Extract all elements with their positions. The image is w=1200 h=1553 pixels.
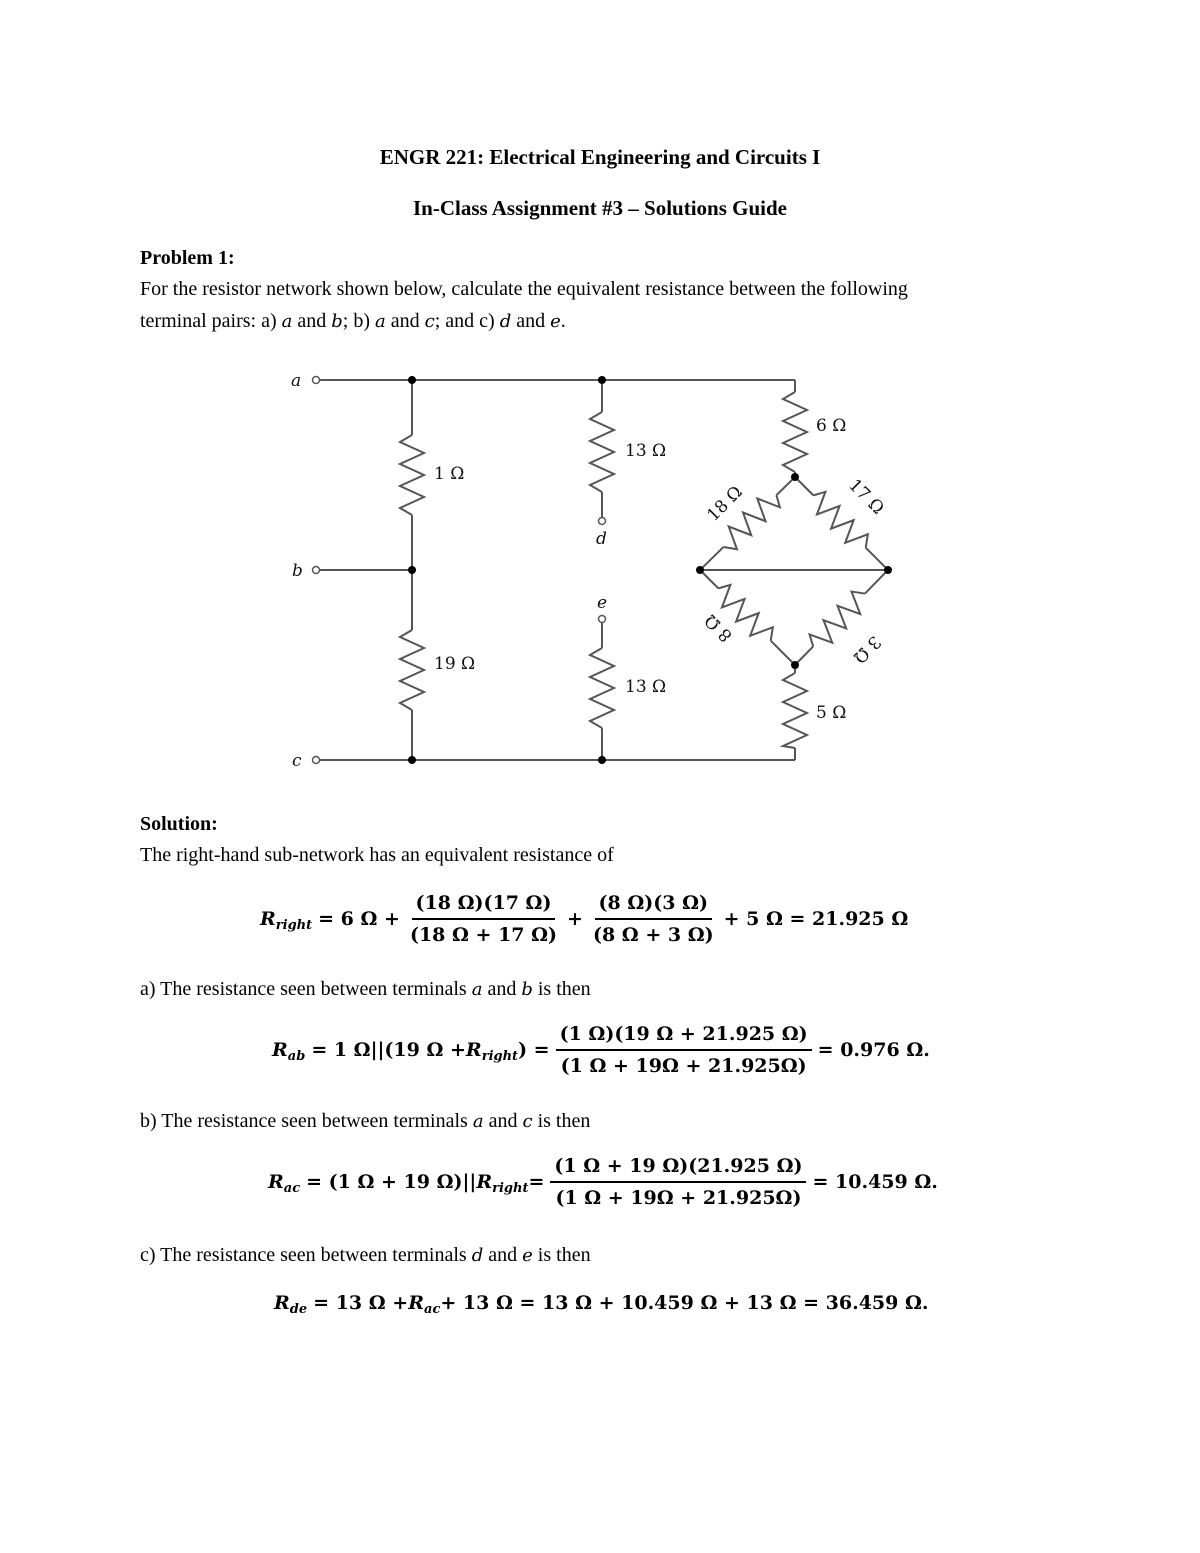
resistor-17-label: 17 Ω: [844, 475, 888, 519]
junction-dot: [884, 566, 892, 574]
solution-heading: Solution:: [140, 813, 218, 835]
resistor-6-label: 6 Ω: [816, 416, 847, 436]
terminal-e-node: [599, 616, 606, 623]
resistor-1: [400, 435, 424, 515]
junction-dot: [408, 756, 416, 764]
resistor-13-bottom: [590, 648, 614, 728]
fraction-ac: $\frac{(1 \Omega + 19 \Omega)(21.925 \Omega)}{(1 \Omega + 19\Omega + 21.925\Omega)}$: [550, 1155, 806, 1209]
terminal-c-label: c: [292, 751, 302, 771]
resistor-1-label: 1 Ω: [434, 464, 465, 484]
resistor-18-label: 18 Ω: [703, 482, 747, 526]
terminal-b-node: [313, 567, 320, 574]
resistor-6: [783, 392, 807, 472]
problem-text-line1: For the resistor network shown below, calculate the equivalent resistance between the following: [140, 278, 908, 300]
fraction-8-3: $\frac{(8 \Omega)(3 \Omega)}{(8 \Omega + 3 \Omega)}$: [592, 892, 714, 946]
terminal-a-node: [313, 377, 320, 384]
terminal-a-label: a: [291, 371, 302, 391]
fraction-ab: $\frac{(1 \Omega)(19 \Omega + 21.925 \Omega)}{(1 \Omega + 19\Omega + 21.925\Omega)}$: [556, 1023, 812, 1077]
junction-dot: [408, 376, 416, 384]
part-a-text: a) The resistance seen between terminals a and b is then: [140, 978, 591, 1000]
junction-dot: [598, 756, 606, 764]
junction-dot: [408, 566, 416, 574]
junction-dot: [598, 376, 606, 384]
resistor-13-top: [590, 412, 614, 492]
equation-r-ac: R ac = (1 Ω + 19 Ω)|| R right = $\frac{(1 \Omega + 19 \Omega)(21.925 \Omega)}{(1 \Omega + 19\Omega + 21.925\Omega)}$ = 10.459 Ω.: [268, 1155, 938, 1209]
resistor-3-label: 3 Ω: [849, 631, 885, 668]
resistor-19: [400, 630, 424, 710]
problem-heading: Problem 1:: [140, 247, 235, 269]
equation-r-ab: R ab = 1 Ω||(19 Ω + R right ) = $\frac{(1 \Omega)(19 \Omega + 21.925 \Omega)}{(1 \Omega + 19\Omega + 21.925\Omega)}$ = 0.976 Ω.: [272, 1023, 930, 1077]
equation-r-de: R de = 13 Ω + R ac + 13 Ω = 13 Ω + 10.459 Ω + 13 Ω = 36.459 Ω.: [274, 1292, 929, 1317]
part-c-text: c) The resistance seen between terminals d and e is then: [140, 1244, 591, 1266]
resistor-5-label: 5 Ω: [816, 703, 847, 723]
document-subtitle: In-Class Assignment #3 – Solutions Guide: [412, 196, 787, 220]
resistor-19-label: 19 Ω: [434, 654, 476, 674]
terminal-e-label: e: [597, 593, 608, 613]
solution-intro: The right-hand sub-network has an equivalent resistance of: [140, 844, 614, 866]
terminal-d-label: d: [596, 529, 607, 549]
equation-r-right: R right = 6 Ω + $\frac{(18 \Omega)(17 \Omega)}{(18 \Omega + 17 \Omega)}$ + $\frac{(8 \Omega)(3 \Omega)}{(8 \Omega + 3 \Omega)}$ + 5 Ω = 21.925 Ω: [260, 892, 909, 946]
resistor-13-bottom-label: 13 Ω: [625, 677, 667, 697]
resistor-13-top-label: 13 Ω: [625, 441, 667, 461]
document-title: ENGR 221: Electrical Engineering and Circuits I: [379, 145, 821, 169]
part-b-text: b) The resistance seen between terminals a and c is then: [140, 1110, 591, 1132]
terminal-b-label: b: [292, 561, 303, 581]
junction-dot: [791, 473, 799, 481]
resistor-8-label: 8 Ω: [700, 610, 737, 646]
terminal-c-node: [313, 757, 320, 764]
terminal-d-node: [599, 518, 606, 525]
junction-dot: [791, 661, 799, 669]
junction-dot: [696, 566, 704, 574]
fraction-18-17: $\frac{(18 \Omega)(17 \Omega)}{(18 \Omega + 17 \Omega)}$: [409, 892, 558, 946]
resistor-5: [783, 673, 807, 748]
problem-text-line2: terminal pairs: a) a and b; b) a and c; and c) d and e.: [140, 310, 566, 332]
